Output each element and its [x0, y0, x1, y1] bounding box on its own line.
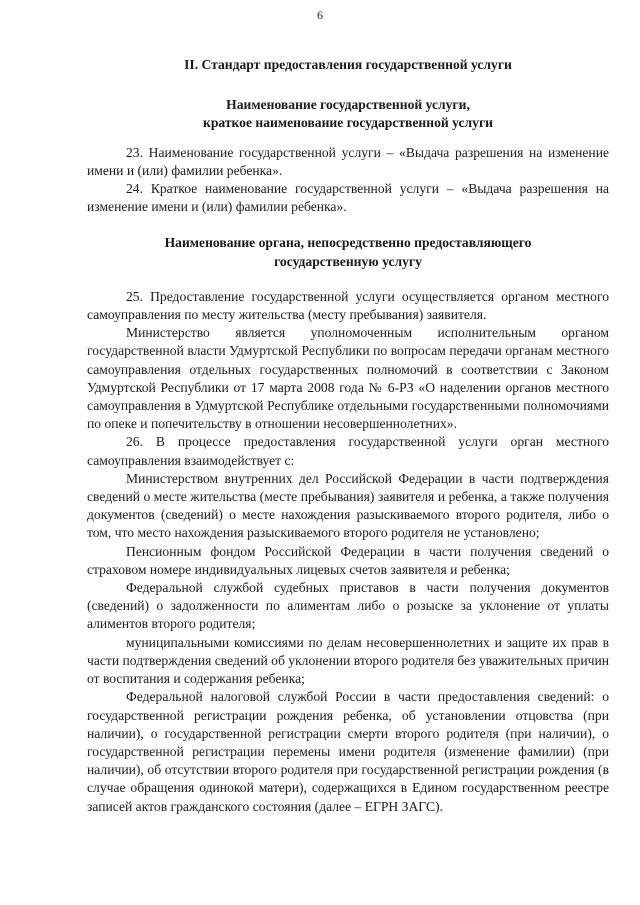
paragraph-kdn: муниципальными комиссиями по делам несовершеннолетних и защите их прав в части подтверждения сведений об уклонении второго родителя без уважительных причин от воспитания и содержания ребенка; [87, 634, 609, 687]
subheading-service-name [87, 96, 609, 132]
subheading-line: Наименование органа, непосредственно предоставляющего [164, 235, 532, 251]
paragraph-pfr: Пенсионным фондом Российской Федерации в части получения сведений о страховом номере индивидуальных лицевых счетов заявителя и ребенка; [87, 543, 609, 577]
section-title: II. Стандарт предоставления государственной услуги [184, 57, 512, 72]
subheading-authority [87, 234, 609, 270]
document-body [87, 56, 609, 816]
paragraph-24: 24. Краткое наименование государственной услуги – «Выдача разрешения на изменение имени и (или) фамилии ребенка». [87, 181, 609, 215]
page-number: 6 [317, 8, 323, 22]
subheading-line: краткое наименование государственной услуги [203, 115, 493, 131]
paragraph-mvd: Министерством внутренних дел Российской Федерации в части подтверждения сведений о месте жительства (месте пребывания) заявителя и ребенка, а также получения документов (сведений) о месте нахождения разыскиваемого второго родителя, либо о том, что место нахождения разыскиваемого второго родителя не установлено; [87, 470, 609, 541]
paragraph-23: 23. Наименование государственной услуги – «Выдача разрешения на изменение имени и (или) фамилии ребенка». [87, 144, 609, 178]
paragraph-26: 26. В процессе предоставления государственной услуги орган местного самоуправления взаимодействует с: [87, 434, 609, 468]
paragraph-25: 25. Предоставление государственной услуги осуществляется органом местного самоуправления по месту жительства (месту пребывания) заявителя. [87, 288, 609, 323]
paragraph-fns: Федеральной налоговой службой России в части предоставления сведений: о государственной регистрации рождения ребенка, об установлении отцовства (при наличии), о государственной регистрации смерти второго родителя (при наличии), о государственной регистрации перемены имени родителя (изменение фамилии) (при наличии), об отсутствии второго родителя при государственной регистрации рождения (в случае обращения одинокой матери), содержащихся в Едином государственном реестре записей актов гражданского состояния (далее – ЕГРН ЗАГС). [87, 689, 609, 814]
paragraph-fssp: Федеральной службой судебных приставов в части получения документов (сведений) о задолженности по алиментам либо о розыске за уклонение от уплаты алиментов второго родителя; [87, 580, 609, 632]
paragraph-ministry: Министерство является уполномоченным исполнительным органом государственной власти Удмуртской Республики по вопросам передачи органам местного самоуправления отдельных государственных полномочий в соответствии с Законом Удмуртской Республики от 17 марта 2008 года № 6-РЗ «О наделении органов местного самоуправления в Удмуртской Республике отдельными государственными полномочиями по опеке и попечительству в отношении несовершеннолетних». [87, 325, 609, 432]
subheading-line: государственную услугу [274, 253, 422, 269]
subheading-line: Наименование государственной услуги, [226, 97, 470, 113]
